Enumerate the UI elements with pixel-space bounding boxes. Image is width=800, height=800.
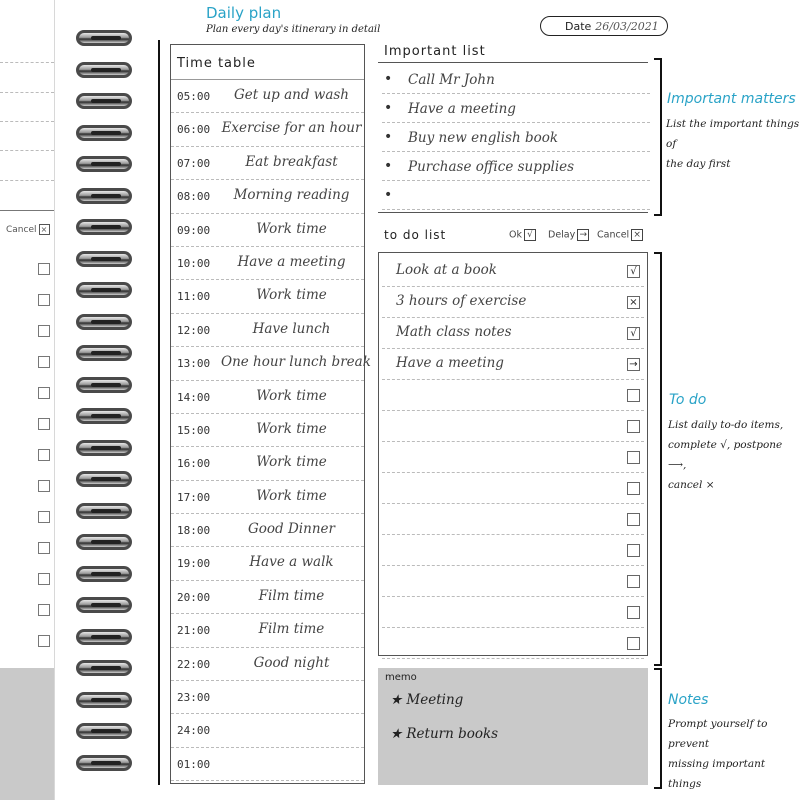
time-slot: 14:00 [177, 390, 211, 404]
prev-checkbox[interactable] [38, 418, 50, 430]
prev-checkbox[interactable] [38, 356, 50, 368]
todo-checkbox[interactable] [627, 637, 640, 650]
timetable-row[interactable] [171, 314, 364, 347]
todo-item[interactable] [382, 504, 644, 535]
spiral-ring [76, 660, 132, 676]
prev-checkbox[interactable] [38, 635, 50, 647]
todo-checkbox[interactable] [627, 544, 640, 557]
activity-text: Have a meeting [237, 253, 346, 270]
time-slot: 22:00 [177, 657, 211, 671]
prev-checkbox[interactable] [38, 325, 50, 337]
todo-checkbox[interactable] [627, 606, 640, 619]
activity-text: Work time [256, 287, 327, 304]
activity-text: Work time [256, 420, 327, 437]
time-slot: 07:00 [177, 156, 211, 170]
time-slot: 21:00 [177, 624, 211, 638]
important-list-title: Important list [384, 44, 486, 59]
previous-page [0, 0, 55, 800]
activity-text: Work time [256, 487, 327, 504]
timetable-row[interactable] [171, 113, 364, 146]
activity-text: Work time [256, 387, 327, 404]
prev-line [0, 180, 54, 181]
time-slot: 06:00 [177, 123, 211, 137]
timetable-row[interactable] [171, 581, 364, 614]
memo-area[interactable] [378, 668, 648, 785]
todo-list-title: to do list [384, 228, 447, 242]
prev-line [0, 210, 54, 211]
notes-annotation-title: Notes [668, 692, 709, 708]
legend-ok [509, 229, 536, 241]
todo-bracket [654, 252, 662, 666]
spiral-ring [76, 566, 132, 582]
timetable-row[interactable] [171, 547, 364, 580]
important-item-text: Buy new english book [408, 130, 559, 146]
spiral-ring [76, 125, 132, 141]
todo-annotation-title: To do [669, 392, 707, 408]
timetable-row[interactable] [171, 447, 364, 480]
todo-checkbox[interactable] [627, 389, 640, 402]
activity-text: Exercise for an hour [221, 120, 362, 137]
prev-cancel-legend [6, 224, 50, 235]
prev-line [0, 92, 54, 93]
todo-item[interactable] [382, 318, 644, 349]
prev-memo-area [0, 668, 54, 800]
spiral-ring [76, 377, 132, 393]
annotation-line: cancel × [668, 479, 715, 491]
prev-checkbox[interactable] [38, 604, 50, 616]
spiral-ring [76, 471, 132, 487]
important-item[interactable] [382, 182, 650, 210]
todo-checkbox[interactable]: √ [627, 265, 640, 278]
spiral-ring [76, 345, 132, 361]
bullet-icon: • [384, 71, 393, 87]
time-slot: 15:00 [177, 423, 211, 437]
todo-item[interactable] [382, 566, 644, 597]
timetable-row[interactable] [171, 214, 364, 247]
spiral-ring [76, 408, 132, 424]
timetable-row[interactable] [171, 347, 371, 380]
memo-item: ★ Return books [390, 726, 499, 742]
todo-item-text: Math class notes [396, 324, 512, 340]
activity-text: Have a walk [249, 554, 334, 571]
todo-item[interactable] [382, 411, 644, 442]
time-slot: 19:00 [177, 557, 211, 571]
spiral-ring [76, 534, 132, 550]
prev-checkbox[interactable] [38, 449, 50, 461]
time-slot: 20:00 [177, 590, 211, 604]
timetable-row[interactable] [171, 748, 364, 781]
check-icon: √ [524, 229, 536, 241]
time-slot: 23:00 [177, 691, 211, 705]
spiral-ring [76, 251, 132, 267]
timetable-title: Time table [171, 45, 364, 80]
todo-item[interactable] [382, 287, 644, 318]
prev-cancel-label: Cancel [6, 225, 37, 235]
bullet-icon: • [384, 129, 393, 145]
todo-checkbox[interactable] [627, 420, 640, 433]
timetable-row[interactable] [171, 147, 364, 180]
page-edge [158, 40, 160, 785]
annotation-line: complete √, postpone ⟶, [668, 439, 783, 471]
activity-text: Eat breakfast [245, 153, 338, 170]
time-slot: 11:00 [177, 290, 211, 304]
todo-checkbox[interactable]: √ [627, 327, 640, 340]
important-bracket [654, 58, 662, 216]
todo-item[interactable] [382, 442, 644, 473]
prev-line [0, 121, 54, 122]
legend-cancel [597, 229, 643, 241]
todo-item[interactable] [382, 597, 644, 628]
important-item[interactable] [382, 95, 650, 123]
divider [378, 212, 648, 213]
todo-item-text: 3 hours of exercise [396, 293, 527, 309]
todo-checkbox[interactable]: × [627, 296, 640, 309]
memo-label: memo [385, 672, 417, 683]
todo-checkbox[interactable] [627, 575, 640, 588]
important-item[interactable] [382, 66, 650, 94]
todo-checkbox[interactable]: → [627, 358, 640, 371]
spiral-ring [76, 629, 132, 645]
activity-text: Morning reading [233, 187, 350, 204]
activity-text: Film time [258, 621, 325, 638]
timetable-row[interactable] [171, 80, 364, 113]
important-item[interactable] [382, 153, 650, 181]
important-item[interactable] [382, 124, 650, 152]
timetable-row[interactable] [171, 247, 364, 280]
bullet-icon: • [384, 187, 393, 203]
prev-checkbox[interactable] [38, 263, 50, 275]
date-label: Date [565, 20, 592, 33]
important-matters-desc [666, 114, 800, 174]
date-value: 26/03/2021 [595, 20, 659, 33]
date-field[interactable] [540, 16, 668, 36]
timetable-row[interactable] [171, 481, 364, 514]
annotation-line: List the important things of [666, 118, 800, 150]
important-item-text: Have a meeting [408, 101, 516, 117]
todo-item[interactable] [382, 256, 644, 287]
activity-text: Film time [258, 587, 325, 604]
timetable-row[interactable] [171, 648, 364, 681]
time-slot: 13:00 [177, 357, 211, 371]
page-title: Daily plan [206, 4, 282, 22]
time-slot: 24:00 [177, 724, 211, 738]
legend-cancel-label: Cancel [597, 229, 630, 241]
timetable-row[interactable] [171, 280, 364, 313]
timetable-row[interactable] [171, 381, 364, 414]
time-slot: 01:00 [177, 757, 211, 771]
time-slot: 18:00 [177, 524, 211, 538]
todo-item[interactable] [382, 535, 644, 566]
spiral-ring [76, 219, 132, 235]
spiral-ring [76, 282, 132, 298]
annotation-line: Prompt yourself to prevent [668, 718, 768, 750]
legend-delay [548, 229, 589, 241]
todo-item-text: Look at a book [396, 262, 497, 278]
divider [378, 62, 648, 63]
cancel-x-icon: × [631, 229, 643, 241]
spiral-ring [76, 93, 132, 109]
important-item-text: Call Mr John [408, 72, 495, 88]
spiral-ring [76, 597, 132, 613]
timetable-row[interactable] [171, 681, 364, 714]
spiral-ring [76, 156, 132, 172]
prev-checkbox[interactable] [38, 542, 50, 554]
annotation-line: the day first [666, 158, 731, 170]
page-subtitle: Plan every day's itinerary in detail [206, 24, 381, 35]
todo-item[interactable] [382, 473, 644, 504]
timetable-row[interactable] [171, 414, 364, 447]
time-slot: 05:00 [177, 90, 211, 103]
spiral-ring [76, 30, 132, 46]
spiral-ring [76, 440, 132, 456]
todo-annotation-desc [668, 415, 800, 495]
spiral-ring [76, 503, 132, 519]
todo-item[interactable] [382, 628, 644, 659]
prev-checkbox[interactable] [38, 573, 50, 585]
annotation-line: List daily to-do items, [668, 419, 784, 431]
notes-annotation-desc [668, 714, 800, 794]
prev-checkbox[interactable] [38, 480, 50, 492]
todo-checkbox[interactable] [627, 513, 640, 526]
timetable-row[interactable] [171, 614, 364, 647]
timetable-row[interactable] [171, 514, 364, 547]
activity-text: One hour lunch break [221, 354, 371, 371]
time-slot: 16:00 [177, 457, 211, 471]
annotation-line: missing important things [668, 758, 766, 790]
bullet-icon: • [384, 158, 393, 174]
spiral-ring [76, 723, 132, 739]
spiral-binding [76, 0, 152, 800]
timetable [170, 44, 371, 784]
memo-item: ★ Meeting [390, 692, 464, 708]
prev-line [0, 150, 54, 151]
prev-checkbox[interactable] [38, 511, 50, 523]
time-slot: 10:00 [177, 256, 211, 270]
cancel-box-icon: × [39, 224, 50, 235]
todo-item[interactable] [382, 380, 644, 411]
legend-ok-label: Ok [509, 229, 522, 241]
time-slot: 17:00 [177, 490, 211, 504]
arrow-right-icon: → [577, 229, 589, 241]
spiral-ring [76, 188, 132, 204]
time-slot: 09:00 [177, 223, 211, 237]
time-slot: 08:00 [177, 190, 211, 204]
important-item-text: Purchase office supplies [408, 159, 575, 175]
prev-checkbox[interactable] [38, 387, 50, 399]
spiral-ring [76, 62, 132, 78]
spiral-ring [76, 692, 132, 708]
todo-checkbox[interactable] [627, 482, 640, 495]
activity-text: Work time [256, 220, 327, 237]
prev-line [0, 62, 54, 63]
todo-checkbox[interactable] [627, 451, 640, 464]
notes-bracket [654, 668, 662, 789]
legend-delay-label: Delay [548, 229, 576, 241]
todo-item-text: Have a meeting [396, 355, 504, 371]
timetable-row[interactable] [171, 180, 364, 213]
spiral-ring [76, 755, 132, 771]
todo-item[interactable] [382, 349, 644, 380]
activity-text: Get up and wash [233, 87, 350, 103]
activity-text: Work time [256, 454, 327, 471]
spiral-ring [76, 314, 132, 330]
bullet-icon: • [384, 100, 393, 116]
activity-text: Have lunch [252, 320, 331, 337]
time-slot: 12:00 [177, 323, 211, 337]
activity-text: Good Dinner [248, 521, 335, 538]
important-matters-title: Important matters [667, 91, 796, 107]
timetable-row[interactable] [171, 714, 364, 747]
activity-text: Good night [253, 654, 330, 671]
prev-checkbox[interactable] [38, 294, 50, 306]
